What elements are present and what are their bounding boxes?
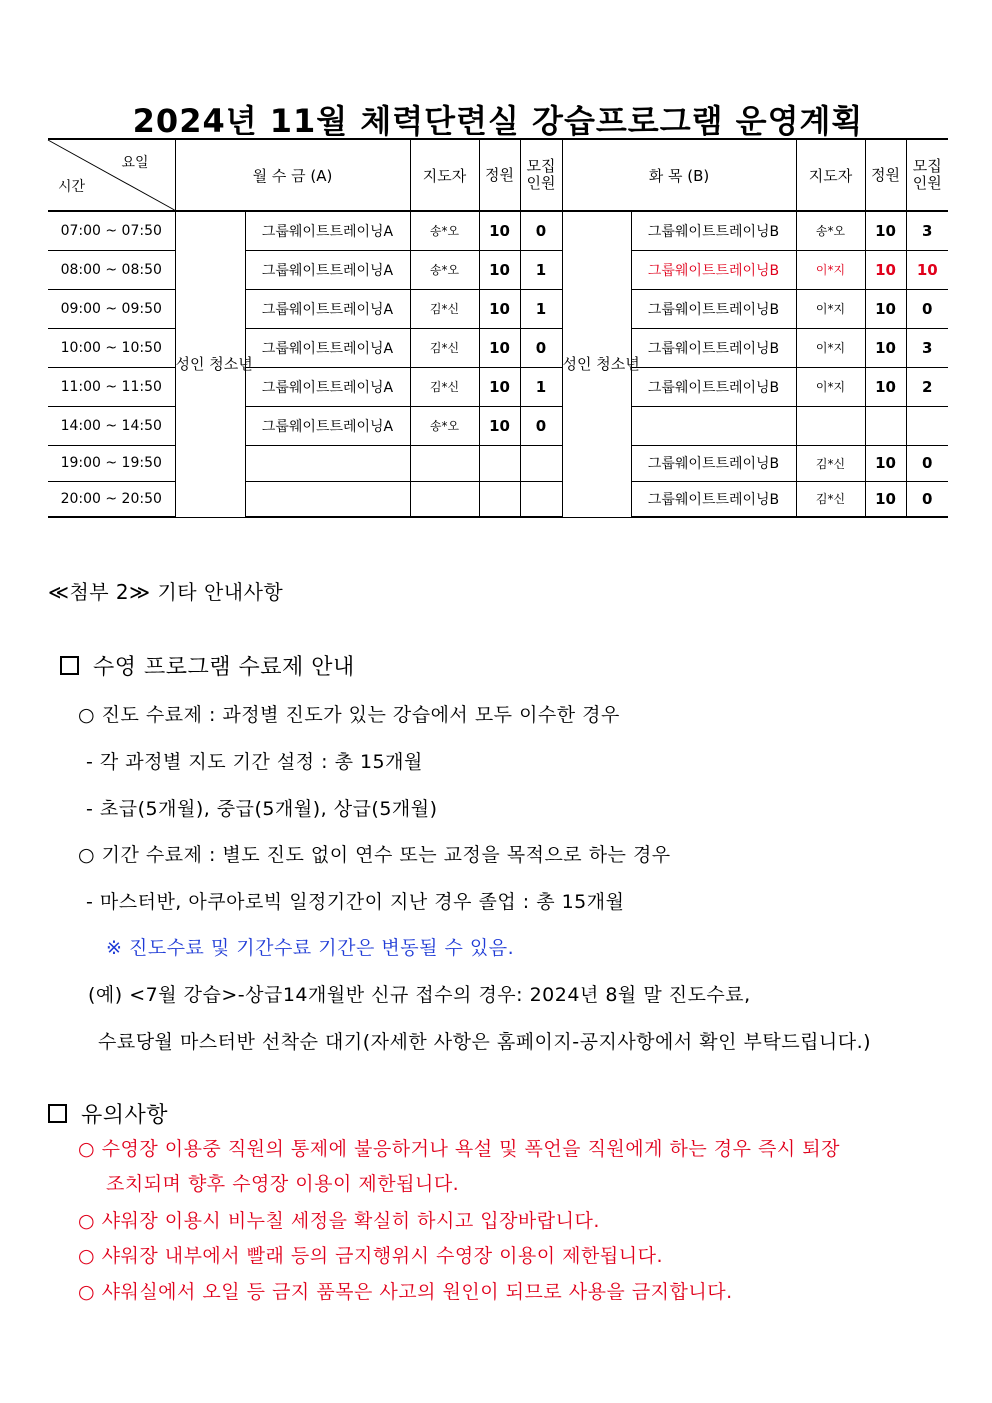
program-b-cell: 그룹웨이트트레이닝B xyxy=(631,289,796,328)
instructor-a-cell: 송*오 xyxy=(410,406,479,445)
corner-time-label: 시간 xyxy=(58,179,86,195)
program-a-cell: 그룹웨이트트레이닝A xyxy=(245,211,410,250)
instructor-a-cell: 김*신 xyxy=(410,367,479,406)
recruit-header-b: 모집 인원 xyxy=(906,139,948,211)
time-cell: 14:00 ~ 14:50 xyxy=(48,406,175,445)
notice-section-heading xyxy=(48,1098,168,1129)
checkbox-square-icon xyxy=(48,1104,67,1123)
instructor-b-cell: 이*지 xyxy=(796,367,865,406)
program-a-cell xyxy=(245,445,410,481)
capacity-a-cell: 10 xyxy=(479,211,520,250)
program-b-cell xyxy=(631,406,796,445)
program-a-cell: 그룹웨이트트레이닝A xyxy=(245,406,410,445)
notice-line: ○ 샤워장 내부에서 빨래 등의 금지행위시 수영장 이용이 제한됩니다. xyxy=(78,1245,663,1267)
program-b-cell: 그룹웨이트트레이닝B xyxy=(631,328,796,367)
capacity-header-b: 정원 xyxy=(865,139,906,211)
recruit-b-cell: 0 xyxy=(906,289,948,328)
recruit-a-cell xyxy=(520,481,562,517)
capacity-b-cell: 10 xyxy=(865,250,906,289)
capacity-a-cell: 10 xyxy=(479,328,520,367)
recruit-a-cell: 1 xyxy=(520,367,562,406)
recruit-b-cell: 3 xyxy=(906,328,948,367)
instructor-b-cell: 김*신 xyxy=(796,481,865,517)
notice-line: ○ 수영장 이용중 직원의 통제에 불응하거나 욕설 및 폭언을 직원에게 하는 경우 즉시 퇴장 xyxy=(78,1138,840,1160)
group-b-header: 화 목 (B) xyxy=(562,139,796,211)
instructor-header-a: 지도자 xyxy=(410,139,479,211)
program-a-cell xyxy=(245,481,410,517)
time-cell: 20:00 ~ 20:50 xyxy=(48,481,175,517)
recruit-b-cell: 10 xyxy=(906,250,948,289)
program-a-cell: 그룹웨이트트레이닝A xyxy=(245,367,410,406)
notice-line: ○ 샤워실에서 오일 등 금지 품목은 사고의 원인이 되므로 사용을 금지합니다. xyxy=(78,1281,733,1303)
recruit-a-cell: 1 xyxy=(520,289,562,328)
time-cell: 10:00 ~ 10:50 xyxy=(48,328,175,367)
swim-line: ○ 진도 수료제 : 과정별 진도가 있는 강습에서 모두 이수한 경우 xyxy=(78,704,620,726)
time-cell: 07:00 ~ 07:50 xyxy=(48,211,175,250)
attachment-heading: ≪첨부 2≫ 기타 안내사항 xyxy=(48,580,284,604)
instructor-a-cell: 송*오 xyxy=(410,211,479,250)
instructor-a-cell: 김*신 xyxy=(410,289,479,328)
swim-example: (예) <7월 강습>-상급14개월반 신규 접수의 경우: 2024년 8월 말 진도수료, xyxy=(88,984,751,1006)
recruit-a-cell: 0 xyxy=(520,406,562,445)
program-b-cell: 그룹웨이트트레이닝B xyxy=(631,367,796,406)
capacity-b-cell: 10 xyxy=(865,289,906,328)
corner-day-label: 요일 xyxy=(121,155,149,171)
table-header-row xyxy=(48,139,948,211)
instructor-a-cell: 김*신 xyxy=(410,328,479,367)
notice-heading-text: 유의사항 xyxy=(81,1103,169,1128)
capacity-a-cell: 10 xyxy=(479,367,520,406)
program-b-cell: 그룹웨이트트레이닝B xyxy=(631,250,796,289)
capacity-b-cell: 10 xyxy=(865,445,906,481)
capacity-header-a: 정원 xyxy=(479,139,520,211)
capacity-a-cell xyxy=(479,481,520,517)
capacity-b-cell: 10 xyxy=(865,367,906,406)
capacity-b-cell: 10 xyxy=(865,211,906,250)
schedule-table xyxy=(48,138,948,518)
recruit-b-cell: 3 xyxy=(906,211,948,250)
recruit-a-cell: 0 xyxy=(520,211,562,250)
swim-line: ○ 기간 수료제 : 별도 진도 없이 연수 또는 교정을 목적으로 하는 경우 xyxy=(78,844,671,866)
recruit-a-cell: 0 xyxy=(520,328,562,367)
swim-note: ※ 진도수료 및 기간수료 기간은 변동될 수 있음. xyxy=(106,937,515,959)
time-cell: 19:00 ~ 19:50 xyxy=(48,445,175,481)
time-cell: 08:00 ~ 08:50 xyxy=(48,250,175,289)
notice-line: 조치되며 향후 수영장 이용이 제한됩니다. xyxy=(106,1173,460,1195)
swim-line: - 각 과정별 지도 기간 설정 : 총 15개월 xyxy=(86,751,423,773)
capacity-a-cell: 10 xyxy=(479,289,520,328)
corner-cell xyxy=(48,139,175,211)
table-row xyxy=(48,211,948,250)
program-b-cell: 그룹웨이트트레이닝B xyxy=(631,211,796,250)
capacity-b-cell: 10 xyxy=(865,328,906,367)
swim-line: - 마스터반, 아쿠아로빅 일정기간이 지난 경우 졸업 : 총 15개월 xyxy=(86,891,625,913)
group-a-header: 월 수 금 (A) xyxy=(175,139,410,211)
target-b-cell: 성인 청소년 xyxy=(562,211,631,517)
capacity-a-cell xyxy=(479,445,520,481)
recruit-header-a: 모집 인원 xyxy=(520,139,562,211)
program-b-cell: 그룹웨이트트레이닝B xyxy=(631,445,796,481)
checkbox-square-icon xyxy=(60,656,79,675)
capacity-b-cell xyxy=(865,406,906,445)
time-cell: 09:00 ~ 09:50 xyxy=(48,289,175,328)
program-a-cell: 그룹웨이트트레이닝A xyxy=(245,328,410,367)
instructor-header-b: 지도자 xyxy=(796,139,865,211)
recruit-b-cell xyxy=(906,406,948,445)
instructor-b-cell: 이*지 xyxy=(796,328,865,367)
recruit-b-cell: 0 xyxy=(906,445,948,481)
target-a-cell: 성인 청소년 xyxy=(175,211,245,517)
instructor-b-cell: 김*신 xyxy=(796,445,865,481)
recruit-a-cell xyxy=(520,445,562,481)
swim-line: - 초급(5개월), 중급(5개월), 상급(5개월) xyxy=(86,798,438,820)
instructor-b-cell xyxy=(796,406,865,445)
instructor-b-cell: 이*지 xyxy=(796,289,865,328)
time-cell: 11:00 ~ 11:50 xyxy=(48,367,175,406)
instructor-a-cell xyxy=(410,445,479,481)
program-a-cell: 그룹웨이트트레이닝A xyxy=(245,250,410,289)
instructor-b-cell: 송*오 xyxy=(796,211,865,250)
capacity-a-cell: 10 xyxy=(479,250,520,289)
swim-example: 수료당월 마스터반 선착순 대기(자세한 사항은 홈페이지-공지사항에서 확인 부탁드립니다.) xyxy=(98,1031,872,1053)
capacity-b-cell: 10 xyxy=(865,481,906,517)
swim-heading-text: 수영 프로그램 수료제 안내 xyxy=(93,655,355,680)
instructor-a-cell xyxy=(410,481,479,517)
instructor-b-cell: 이*지 xyxy=(796,250,865,289)
recruit-b-cell: 0 xyxy=(906,481,948,517)
swim-section-heading xyxy=(60,650,355,681)
page-title: 2024년 11월 체력단련실 강습프로그램 운영계획 xyxy=(132,102,864,140)
recruit-b-cell: 2 xyxy=(906,367,948,406)
program-a-cell: 그룹웨이트트레이닝A xyxy=(245,289,410,328)
program-b-cell: 그룹웨이트트레이닝B xyxy=(631,481,796,517)
recruit-a-cell: 1 xyxy=(520,250,562,289)
capacity-a-cell: 10 xyxy=(479,406,520,445)
notice-line: ○ 샤워장 이용시 비누칠 세정을 확실히 하시고 입장바랍니다. xyxy=(78,1210,600,1232)
instructor-a-cell: 송*오 xyxy=(410,250,479,289)
